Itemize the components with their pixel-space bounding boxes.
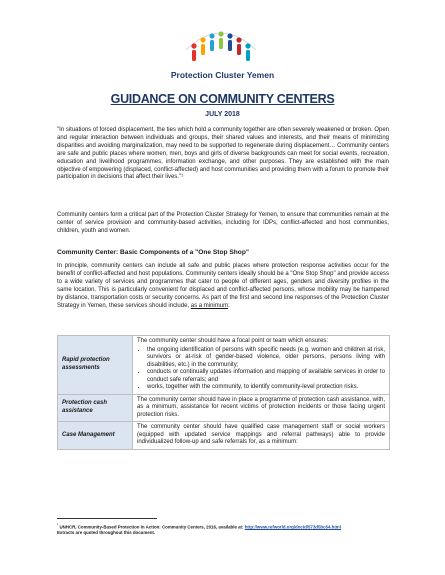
logo-figure-body [192,50,196,61]
components-colon: : [228,302,230,309]
list-item: • the ongoing identification of persons with specific needs (e.g. women and children at risk, survivors or at-risk of gender-based violence, older persons, persons living with disabilities, etc.) in the community; [147,347,385,370]
logo-figure-head [218,31,223,36]
people-group-icon [180,20,262,66]
service-description [133,336,390,395]
service-label: Protection cash assistance [58,394,133,422]
service-bullets [137,347,385,392]
logo-figure-body [201,44,205,55]
logo-figure-body [210,40,214,51]
as-a-minimum-emphasis: as a minimum [190,302,229,309]
section-heading: Community Center: Basic Components of a "One Stop Shop" [57,249,249,256]
organization-name: Protection Cluster Yemen [170,70,275,80]
list-item: • works, together with the community, to identify community-level protection risks. [147,384,385,392]
strategy-paragraph: Community centers form a critical part of the Protection Cluster Strategy for Yemen, to ensure that communities remain at the center of service provision and community-based activities, including for IDPs, conflict-affected and host communities, children, youth and women. [57,212,389,234]
services-table [57,335,390,450]
footnote-divider [57,518,157,519]
logo-figure-head [209,33,214,38]
footnote-text: UNHCR, Community-Based Protection in Action: Community Centers, 2016, available at: [59,524,244,530]
components-text: In principle, community centers can include all safe and public places where protection response activities occur for the benefit of conflict-affected and host populations. Community centers ideally should be a "One Stop Shop" and provide access to a wide variety of services and programmes that cater to people of different ages, genders and diversity profiles in the same location. This is particularly convenient for displaced and conflict-affected persons, whose mobility may be hampered by distance, transportation costs or security concerns. As part of the first and second line responses of the Protection Cluster Strategy in Yemen, these services should include, [57,263,390,309]
table-row [58,394,390,422]
service-intro: The community center should have a focal point or team which ensures: [137,338,329,344]
logo-figure-body [246,50,250,61]
logo-figure-body [237,44,241,55]
components-paragraph [57,263,389,310]
logo-figure-body [228,40,232,51]
service-intro: The community center should have in place a programme of protection cash assistance, with, as a minimum, assistance for recent victims of protection incidents or those facing urgent protection risks. [137,396,385,418]
footnote-mark: ¹ [57,523,59,527]
document-date: JULY 2018 [205,111,240,118]
list-item: • conducts or continually updates information and mapping of available services in order to conduct safe referrals; and [147,369,385,384]
page-title: GUIDANCE ON COMMUNITY CENTERS [110,92,335,106]
service-description [133,422,390,450]
logo-figure-body [219,38,223,49]
intro-quote: "In situations of forced displacement, the ties which hold a community together are often severely weakened or broken. Open and regular interaction between individuals and groups, their shared values and interests, and their means of minimizing disparities and avoiding marginalization, may need to be supported to regenerate during displacement… Community centers are safe and public places where women, men, boys and girls of diverse backgrounds can meet for social events, recreation, education and livelihood programmes, information exchange, and other purposes. They are established with the main objective of empowering (displaced, conflict-affected) and host communities and providing them with a forum to promote their participation in decisions that affect their lives."¹ [57,127,389,181]
footnote-note: Extracts are quoted throughout this document. [57,530,156,536]
logo-figure-head [245,43,250,48]
footnote-link[interactable]: http://www.refworld.org/docid/573d5bc64.html [244,524,341,530]
footnote [57,522,390,536]
logo-figure-head [200,37,205,42]
service-label: Case Management [58,422,133,450]
table-row [58,336,390,395]
logo-figure-head [191,43,196,48]
service-label: Rapid protection assessments [58,336,133,395]
logo-figure-head [236,37,241,42]
table-row [58,422,390,450]
logo-figure-head [227,33,232,38]
service-intro: The community center should have qualified case management staff or social workers (equipped with updated service mappings and referral pathways) able to provide individualized follow-up and safe referrals for, as a minimum: [137,424,385,445]
service-description [133,394,390,422]
